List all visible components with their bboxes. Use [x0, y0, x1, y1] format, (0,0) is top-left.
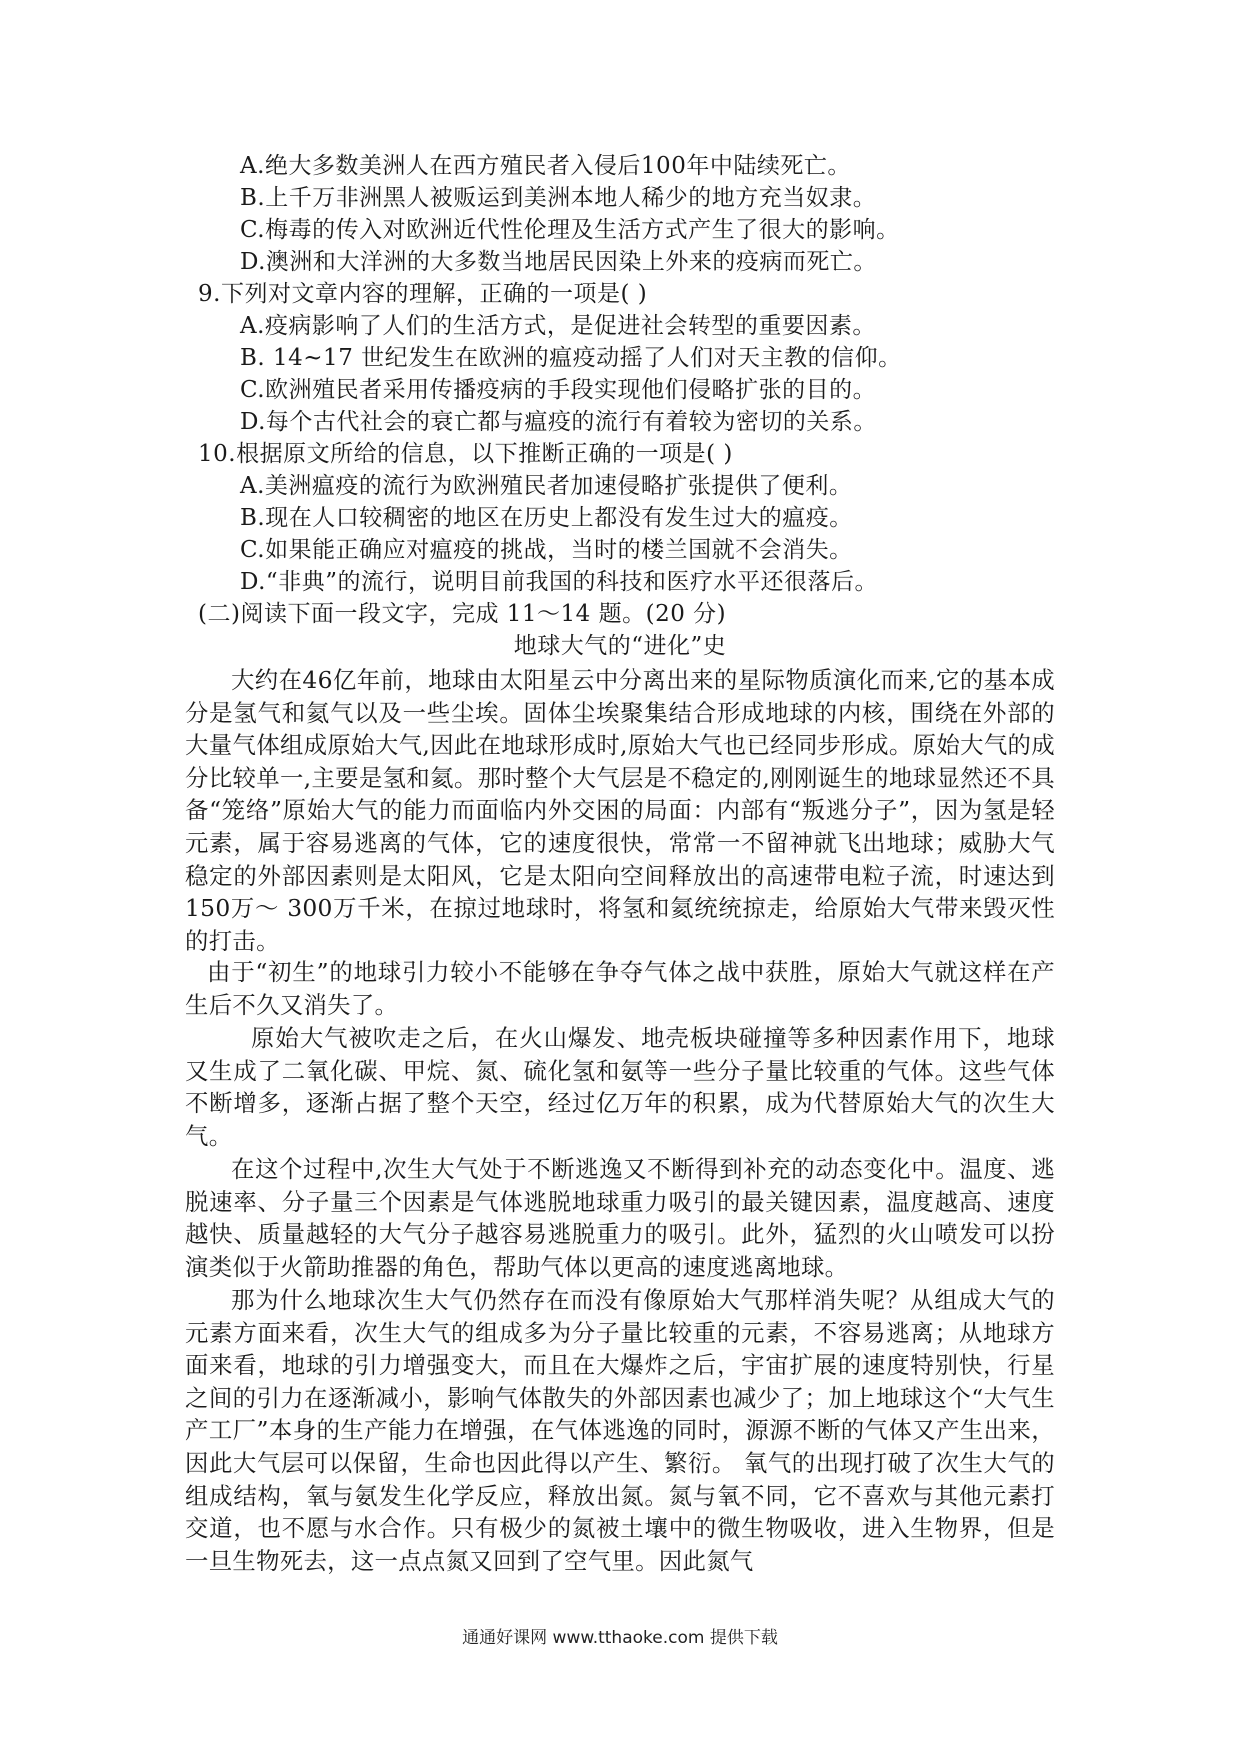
q9-option-c: C.欧洲殖民者采用传播疫病的手段实现他们侵略扩张的目的。: [240, 377, 877, 403]
q8-option-a: A.绝大多数美洲人在西方殖民者入侵后100年中陆续死亡。: [240, 153, 851, 179]
q8-option-b: B.上千万非洲黑人被贩运到美洲本地人稀少的地方充当奴隶。: [240, 185, 877, 211]
article-title: 地球大气的“进化”史: [513, 633, 727, 659]
q10-option-c: C.如果能正确应对瘟疫的挑战，当时的楼兰国就不会消失。: [240, 537, 853, 563]
q8-option-c: C.梅毒的传入对欧洲近代性伦理及生活方式产生了很大的影响。: [240, 217, 900, 243]
q10-option-b: B.现在人口较稠密的地区在历史上都没有发生过大的瘟疫。: [240, 505, 853, 531]
q9-option-a: A.疫病影响了人们的生活方式，是促进社会转型的重要因素。: [240, 313, 876, 339]
footer-watermark: 通通好课网 www.tthaoke.com 提供下载: [462, 1628, 778, 1648]
q9-option-d: D.每个古代社会的衰亡都与瘟疫的流行有着较为密切的关系。: [240, 409, 877, 435]
q9-stem: 9.下列对文章内容的理解，正确的一项是( ): [198, 281, 648, 307]
q10-stem: 10.根据原文所给的信息，以下推断正确的一项是( ): [198, 441, 733, 467]
q8-option-d: D.澳洲和大洋洲的大多数当地居民因染上外来的疫病而死亡。: [240, 249, 877, 275]
paragraph-4: 在这个过程中,次生大气处于不断逃逸又不断得到补充的动态变化中。温度、逃脱速率、分子量三个因素是气体逃脱地球重力吸引的最关键因素，温度越高、速度越快、质量越轻的大气分子越容易逃脱重力的吸引。此外，猛烈的火山喷发可以扮演类似于火箭助推器的角色，帮助气体以更高的速度逃离地球。: [185, 1155, 1055, 1281]
paragraph-1: 大约在46亿年前，地球由太阳星云中分离出来的星际物质演化而来,它的基本成分是氢气和氦气以及一些尘埃。固体尘埃聚集结合形成地球的内核，围绕在外部的大量气体组成原始大气,因此在地球形成时,原始大气也已经同步形成。原始大气的成分比较单一,主要是氢和氦。那时整个大气层是不稳定的,刚刚诞生的地球显然还不具备“笼络”原始大气的能力而面临内外交困的局面：内部有“叛逃分子”，因为氢是轻元素，属于容易逃离的气体，它的速度很快，常常一不留神就飞出地球；威胁大气稳定的外部因素则是太阳风，它是太阳向空间释放出的高速带电粒子流，时速达到 150万～ 300万千米，在掠过地球时，将氢和氦统统掠走，给原始大气带来毁灭性的打击。: [185, 666, 1055, 955]
paragraph-3: 原始大气被吹走之后，在火山爆发、地壳板块碰撞等多种因素作用下，地球又生成了二氧化碳、甲烷、氮、硫化氢和氨等一些分子量比较重的气体。这些气体不断增多，逐渐占据了整个天空，经过亿万年的积累，成为代替原始大气的次生大气。: [185, 1024, 1055, 1150]
paragraph-2: 由于“初生”的地球引力较小不能够在争夺气体之战中获胜，原始大气就这样在产生后不久又消失了。: [185, 958, 1055, 1019]
paragraph-5: 那为什么地球次生大气仍然存在而没有像原始大气那样消失呢？从组成大气的元素方面来看，次生大气的组成多为分子量比较重的元素，不容易逃离；从地球方面来看，地球的引力增强变大，而且在大爆炸之后，宇宙扩展的速度特别快，行星之间的引力在逐渐减小，影响气体散失的外部因素也减少了；加上地球这个“大气生产工厂”本身的生产能力在增强，在气体逃逸的同时，源源不断的气体又产生出来，因此大气层可以保留，生命也因此得以产生、繁衍。 氧气的出现打破了次生大气的组成结构，氧与氨发生化学反应，释放出氮。氮与氧不同，它不喜欢与其他元素打交道，也不愿与水合作。只有极少的氮被土壤中的微生物吸收，进入生物界，但是一旦生物死去，这一点点氮又回到了空气里。因此氮气: [185, 1286, 1055, 1575]
q9-option-b: B. 14~17 世纪发生在欧洲的瘟疫动摇了人们对天主教的信仰。: [240, 345, 902, 371]
q10-option-d: D.“非典”的流行，说明目前我国的科技和医疗水平还很落后。: [240, 569, 878, 595]
q10-option-a: A.美洲瘟疫的流行为欧洲殖民者加速侵略扩张提供了便利。: [240, 473, 853, 499]
section-heading: (二)阅读下面一段文字，完成 11～14 题。(20 分): [198, 601, 727, 627]
